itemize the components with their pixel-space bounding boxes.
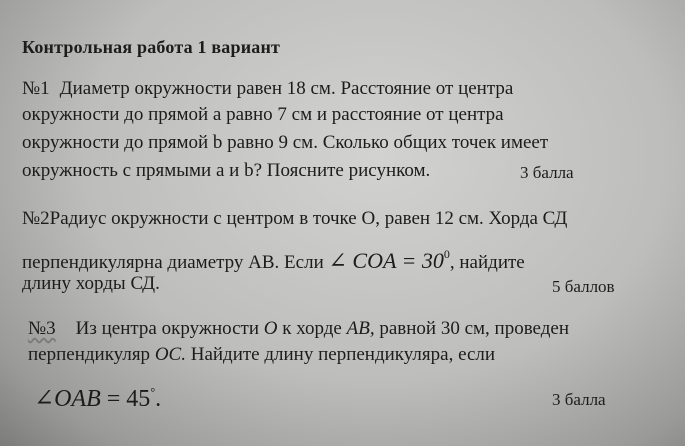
task3-text-line2-end: Найдите длину перпендикуляра, если [190,344,496,365]
task3-text-line1-end: равной 30 см, проведен [379,318,570,339]
worksheet-title: Контрольная работа 1 вариант [22,37,281,57]
task2-text-line2-end: , найдите [449,252,525,273]
task1-text-line4: окружность с прямыми а и b? Поясните рисунком. [22,160,431,181]
task3-chord-ab: AB, [346,318,375,339]
task3-text-line1-start: Из центра окружности [75,318,260,339]
task3-angle-dot: . [155,386,162,412]
task3-angle-line [34,378,161,413]
task2-number: №2 [22,208,50,229]
task3-text-line2-start: перпендикуляр [28,344,151,365]
task2-line2 [22,243,525,274]
task3-angle-expression: ∠OAB [34,386,101,412]
task3-angle-degree: ° [150,385,156,399]
task2-text-line3: длину хорды СД. [22,273,160,294]
task1-text-line1: Диаметр окружности равен 18 см. Расстояние от центра [59,78,514,99]
task3-point-o: O [263,318,278,339]
task1-text-line3: окружности до прямой b равно 9 см. Сколько общих точек имеет [22,132,549,153]
task3-segment-oc: OC. [154,344,186,365]
task2-text-line2-start: перпендикулярна диаметру АВ. Если [22,252,324,273]
task3-number: №3 [28,318,56,339]
task2-angle-degree: 0 [443,247,450,261]
task3-angle-equals: = 45 [100,386,151,412]
task1-number: №1 [22,78,50,99]
task1-score: 3 балла [520,163,574,182]
task3-score: 3 балла [552,390,606,409]
task3-text-line1-mid: к хорде [282,318,342,339]
task2-text-line1: Радиус окружности с центром в точке О, равен 12 см. Хорда СД [49,208,568,229]
task3-line2 [28,344,495,366]
task3-line1 [28,318,569,340]
task2-line1 [22,208,567,230]
task2-angle-expression: ∠ COA = 30 [328,248,444,273]
task1-text-line2: окружности до прямой а равно 7 см и расстояние от центра [22,104,504,125]
task2-score: 5 баллов [552,277,615,296]
task1-line1 [22,78,513,100]
